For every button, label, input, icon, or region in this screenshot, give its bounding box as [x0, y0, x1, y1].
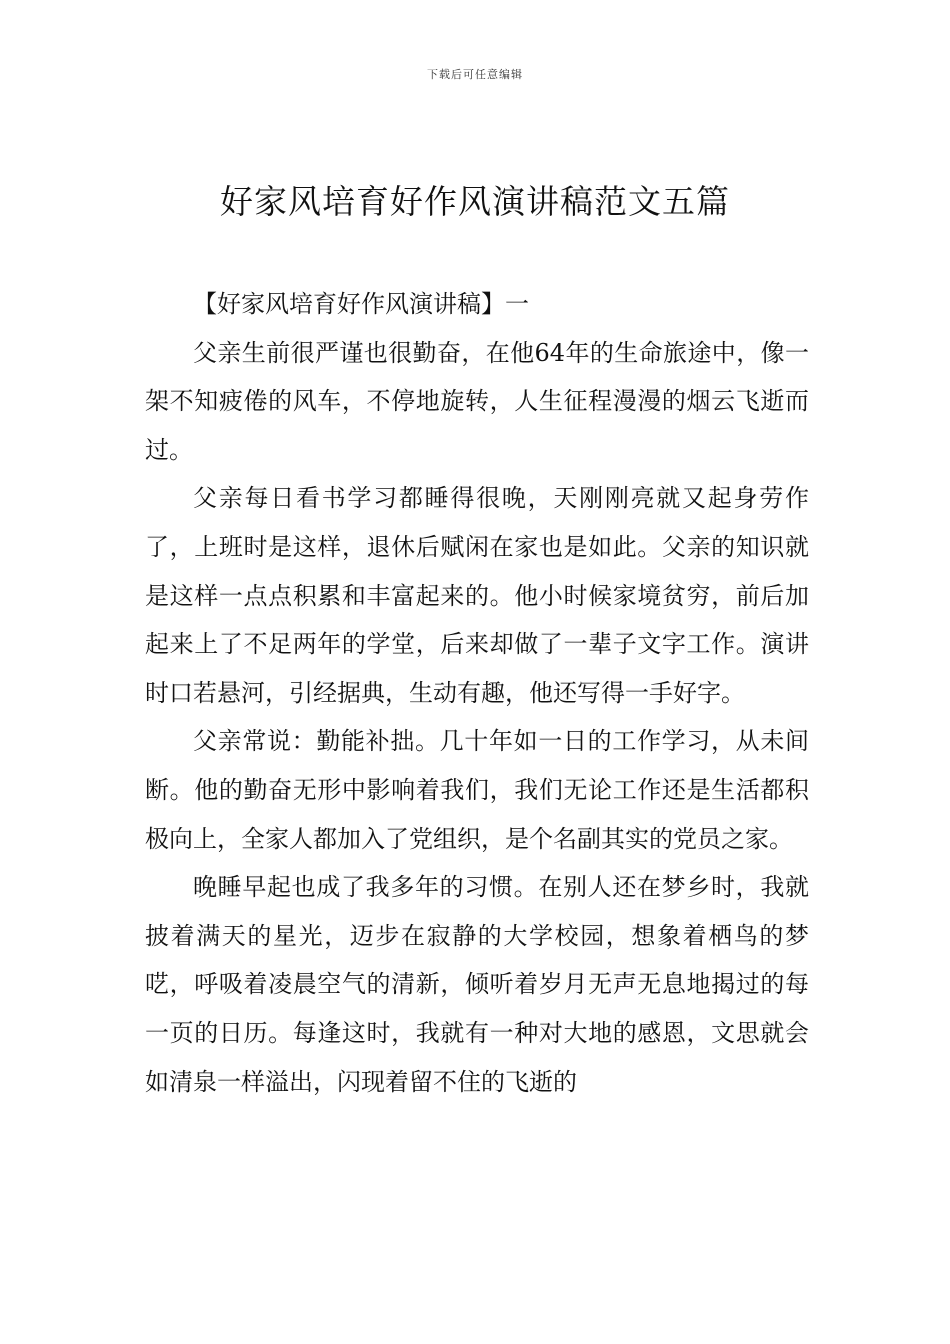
header-note: 下载后可任意编辑: [427, 68, 523, 81]
section-heading: 【好家风培育好作风演讲稿】一: [193, 290, 529, 318]
document-body: [145, 280, 809, 1106]
paragraph-4: 晚睡早起也成了我多年的习惯。在别人还在梦乡时，我就披着满天的星光，迈步在寂静的大学校园，想象着栖鸟的梦呓，呼吸着凌晨空气的清新，倾听着岁月无声无息地揭过的每一页的日历。每逢这时，我就有一种对大地的感恩，文思就会如清泉一样溢出，闪现着留不住的飞逝的: [145, 873, 809, 1096]
paragraph-3: 父亲常说：勤能补拙。几十年如一日的工作学习，从未间断。他的勤奋无形中影响着我们，我们无论工作还是生活都积极向上，全家人都加入了党组织，是个名副其实的党员之家。: [145, 727, 809, 853]
document-title: 好家风培育好作风演讲稿范文五篇: [220, 182, 730, 221]
paragraph-1: 父亲生前很严谨也很勤奋，在他64年的生命旅途中，像一架不知疲倦的风车，不停地旋转，人生征程漫漫的烟云飞逝而过。: [145, 338, 809, 464]
paragraph-2: 父亲每日看书学习都睡得很晚，天刚刚亮就又起身劳作了，上班时是这样，退休后赋闲在家也是如此。父亲的知识就是这样一点点积累和丰富起来的。他小时候家境贫穷，前后加起来上了不足两年的学堂，后来却做了一辈子文字工作。演讲时口若悬河，引经据典，生动有趣，他还写得一手好字。: [145, 484, 809, 707]
